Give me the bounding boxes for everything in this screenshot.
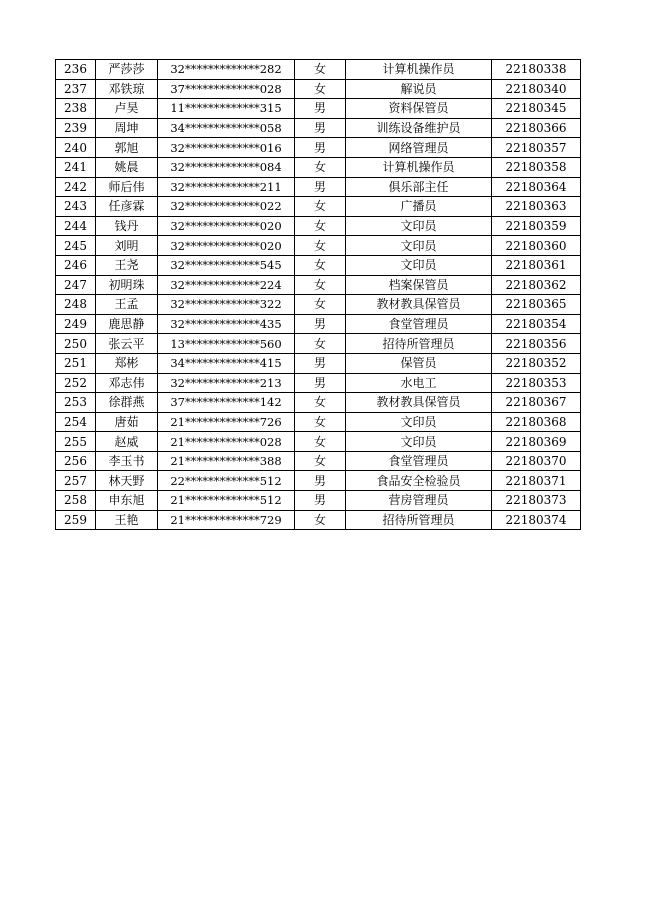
id-number-cell: 37*************028	[158, 79, 295, 99]
gender-cell: 男	[295, 353, 346, 373]
exam-code-cell: 22180357	[492, 138, 581, 158]
gender-cell: 女	[295, 334, 346, 354]
name-cell: 严莎莎	[96, 60, 158, 80]
gender-cell: 男	[295, 373, 346, 393]
exam-code-cell: 22180374	[492, 510, 581, 530]
position-cell: 教材教具保管员	[346, 393, 492, 413]
name-cell: 初明珠	[96, 275, 158, 295]
name-cell: 姚晨	[96, 157, 158, 177]
row-number-cell: 241	[56, 157, 96, 177]
table-row	[56, 353, 581, 373]
gender-cell: 男	[295, 118, 346, 138]
exam-code-cell: 22180359	[492, 216, 581, 236]
gender-cell: 女	[295, 412, 346, 432]
id-number-cell: 22*************512	[158, 471, 295, 491]
exam-code-cell: 22180363	[492, 197, 581, 217]
gender-cell: 女	[295, 79, 346, 99]
position-cell: 文印员	[346, 412, 492, 432]
row-number-cell: 258	[56, 491, 96, 511]
name-cell: 邓志伟	[96, 373, 158, 393]
row-number-cell: 242	[56, 177, 96, 197]
table-row	[56, 275, 581, 295]
table-row	[56, 157, 581, 177]
position-cell: 食堂管理员	[346, 451, 492, 471]
gender-cell: 女	[295, 295, 346, 315]
name-cell: 郭旭	[96, 138, 158, 158]
row-number-cell: 255	[56, 432, 96, 452]
table-row	[56, 314, 581, 334]
position-cell: 食品安全检验员	[346, 471, 492, 491]
id-number-cell: 32*************016	[158, 138, 295, 158]
exam-code-cell: 22180358	[492, 157, 581, 177]
position-cell: 食堂管理员	[346, 314, 492, 334]
name-cell: 唐茹	[96, 412, 158, 432]
exam-code-cell: 22180338	[492, 60, 581, 80]
name-cell: 卢昊	[96, 99, 158, 119]
table-row	[56, 491, 581, 511]
id-number-cell: 32*************282	[158, 60, 295, 80]
exam-code-cell: 22180369	[492, 432, 581, 452]
id-number-cell: 32*************545	[158, 255, 295, 275]
name-cell: 张云平	[96, 334, 158, 354]
exam-code-cell: 22180360	[492, 236, 581, 256]
exam-code-cell: 22180365	[492, 295, 581, 315]
id-number-cell: 32*************224	[158, 275, 295, 295]
row-number-cell: 250	[56, 334, 96, 354]
exam-code-cell: 22180352	[492, 353, 581, 373]
table-row	[56, 510, 581, 530]
id-number-cell: 13*************560	[158, 334, 295, 354]
position-cell: 俱乐部主任	[346, 177, 492, 197]
row-number-cell: 251	[56, 353, 96, 373]
exam-code-cell: 22180373	[492, 491, 581, 511]
table-row	[56, 432, 581, 452]
position-cell: 档案保管员	[346, 275, 492, 295]
row-number-cell: 254	[56, 412, 96, 432]
id-number-cell: 34*************415	[158, 353, 295, 373]
gender-cell: 女	[295, 255, 346, 275]
exam-code-cell: 22180371	[492, 471, 581, 491]
table-row	[56, 118, 581, 138]
id-number-cell: 21*************388	[158, 451, 295, 471]
table-row	[56, 99, 581, 119]
table-row	[56, 471, 581, 491]
exam-code-cell: 22180340	[492, 79, 581, 99]
name-cell: 钱丹	[96, 216, 158, 236]
position-cell: 水电工	[346, 373, 492, 393]
exam-code-cell: 22180361	[492, 255, 581, 275]
row-number-cell: 240	[56, 138, 96, 158]
gender-cell: 女	[295, 393, 346, 413]
gender-cell: 女	[295, 60, 346, 80]
table-row	[56, 255, 581, 275]
row-number-cell: 236	[56, 60, 96, 80]
gender-cell: 男	[295, 99, 346, 119]
id-number-cell: 21*************028	[158, 432, 295, 452]
row-number-cell: 246	[56, 255, 96, 275]
table-row	[56, 138, 581, 158]
name-cell: 王孟	[96, 295, 158, 315]
row-number-cell: 252	[56, 373, 96, 393]
personnel-table	[55, 59, 581, 530]
id-number-cell: 32*************020	[158, 216, 295, 236]
table-body	[56, 60, 581, 530]
row-number-cell: 253	[56, 393, 96, 413]
exam-code-cell: 22180356	[492, 334, 581, 354]
gender-cell: 女	[295, 236, 346, 256]
exam-code-cell: 22180368	[492, 412, 581, 432]
position-cell: 网络管理员	[346, 138, 492, 158]
name-cell: 徐群燕	[96, 393, 158, 413]
name-cell: 申东旭	[96, 491, 158, 511]
position-cell: 文印员	[346, 432, 492, 452]
row-number-cell: 257	[56, 471, 96, 491]
gender-cell: 女	[295, 197, 346, 217]
table-row	[56, 373, 581, 393]
row-number-cell: 244	[56, 216, 96, 236]
id-number-cell: 32*************020	[158, 236, 295, 256]
position-cell: 训练设备维护员	[346, 118, 492, 138]
exam-code-cell: 22180370	[492, 451, 581, 471]
row-number-cell: 248	[56, 295, 96, 315]
exam-code-cell: 22180362	[492, 275, 581, 295]
position-cell: 计算机操作员	[346, 60, 492, 80]
position-cell: 计算机操作员	[346, 157, 492, 177]
gender-cell: 男	[295, 471, 346, 491]
gender-cell: 男	[295, 138, 346, 158]
id-number-cell: 21*************512	[158, 491, 295, 511]
position-cell: 文印员	[346, 216, 492, 236]
row-number-cell: 245	[56, 236, 96, 256]
position-cell: 营房管理员	[346, 491, 492, 511]
gender-cell: 女	[295, 275, 346, 295]
name-cell: 周坤	[96, 118, 158, 138]
table-row	[56, 197, 581, 217]
name-cell: 王尧	[96, 255, 158, 275]
position-cell: 教材教具保管员	[346, 295, 492, 315]
gender-cell: 女	[295, 432, 346, 452]
id-number-cell: 37*************142	[158, 393, 295, 413]
id-number-cell: 32*************435	[158, 314, 295, 334]
gender-cell: 女	[295, 216, 346, 236]
name-cell: 任彦霖	[96, 197, 158, 217]
id-number-cell: 34*************058	[158, 118, 295, 138]
name-cell: 赵威	[96, 432, 158, 452]
gender-cell: 男	[295, 491, 346, 511]
id-number-cell: 21*************726	[158, 412, 295, 432]
position-cell: 文印员	[346, 236, 492, 256]
name-cell: 刘明	[96, 236, 158, 256]
name-cell: 师后伟	[96, 177, 158, 197]
id-number-cell: 32*************322	[158, 295, 295, 315]
id-number-cell: 32*************213	[158, 373, 295, 393]
gender-cell: 男	[295, 314, 346, 334]
id-number-cell: 32*************211	[158, 177, 295, 197]
id-number-cell: 21*************729	[158, 510, 295, 530]
table-row	[56, 412, 581, 432]
row-number-cell: 237	[56, 79, 96, 99]
exam-code-cell: 22180366	[492, 118, 581, 138]
id-number-cell: 32*************084	[158, 157, 295, 177]
table-row	[56, 393, 581, 413]
position-cell: 保管员	[346, 353, 492, 373]
row-number-cell: 249	[56, 314, 96, 334]
name-cell: 邓铁琼	[96, 79, 158, 99]
exam-code-cell: 22180367	[492, 393, 581, 413]
gender-cell: 女	[295, 510, 346, 530]
exam-code-cell: 22180364	[492, 177, 581, 197]
name-cell: 林天野	[96, 471, 158, 491]
exam-code-cell: 22180354	[492, 314, 581, 334]
exam-code-cell: 22180345	[492, 99, 581, 119]
position-cell: 解说员	[346, 79, 492, 99]
row-number-cell: 247	[56, 275, 96, 295]
position-cell: 招待所管理员	[346, 334, 492, 354]
name-cell: 鹿思静	[96, 314, 158, 334]
gender-cell: 女	[295, 157, 346, 177]
gender-cell: 女	[295, 451, 346, 471]
table-row	[56, 451, 581, 471]
row-number-cell: 239	[56, 118, 96, 138]
row-number-cell: 238	[56, 99, 96, 119]
table-row	[56, 295, 581, 315]
exam-code-cell: 22180353	[492, 373, 581, 393]
row-number-cell: 256	[56, 451, 96, 471]
position-cell: 招待所管理员	[346, 510, 492, 530]
table-row	[56, 236, 581, 256]
position-cell: 资料保管员	[346, 99, 492, 119]
gender-cell: 男	[295, 177, 346, 197]
table-row	[56, 177, 581, 197]
table-row	[56, 334, 581, 354]
name-cell: 郑彬	[96, 353, 158, 373]
table-row	[56, 79, 581, 99]
id-number-cell: 32*************022	[158, 197, 295, 217]
table-row	[56, 60, 581, 80]
name-cell: 李玉书	[96, 451, 158, 471]
table-row	[56, 216, 581, 236]
row-number-cell: 259	[56, 510, 96, 530]
position-cell: 广播员	[346, 197, 492, 217]
position-cell: 文印员	[346, 255, 492, 275]
id-number-cell: 11*************315	[158, 99, 295, 119]
row-number-cell: 243	[56, 197, 96, 217]
name-cell: 王艳	[96, 510, 158, 530]
